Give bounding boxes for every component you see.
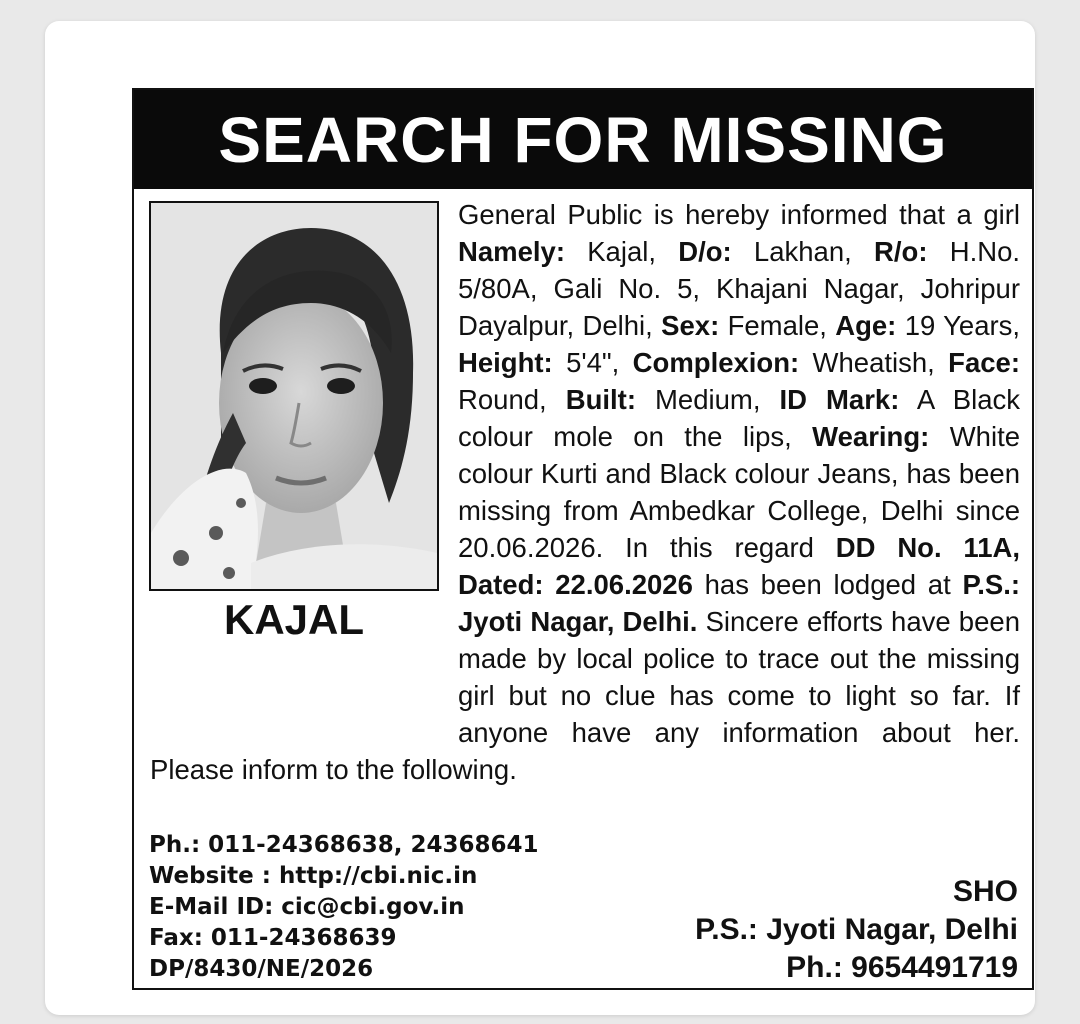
built-value: Medium, — [655, 384, 761, 415]
contact-phone: Ph.: 011-24368638, 24368641 — [149, 832, 539, 858]
age-label: Age: — [835, 310, 897, 341]
notice-card — [45, 21, 1035, 1015]
namely-label: Namely: — [458, 236, 565, 267]
sex-label: Sex: — [661, 310, 720, 341]
dd-label: DD No. 11A, Dated: 22.06.2026 — [458, 532, 1021, 600]
namely-value: Kajal, — [587, 236, 657, 267]
contact-website: Website : http://cbi.nic.in — [149, 863, 478, 889]
missing-person-notice — [132, 88, 1034, 990]
lodged-text: has been lodged at — [704, 569, 951, 600]
photo-spacer — [150, 196, 458, 716]
contact-email: E-Mail ID: cic@cbi.gov.in — [149, 894, 465, 920]
wearing-label: Wearing: — [812, 421, 930, 452]
contact-fax: Fax: 011-24368639 — [149, 925, 397, 951]
sho-phone: Ph.: 9654491719 — [786, 951, 1018, 984]
ps-label: P.S.: Jyoti Nagar, Delhi. — [458, 569, 1021, 637]
complexion-label: Complexion: — [632, 347, 800, 378]
ro-label: R/o: — [874, 236, 928, 267]
sho-title: SHO — [952, 875, 1018, 908]
wearing-value: White colour Kurti and Black colour Jeans, has been missing from Ambedkar College, Delhi since 20.06.2026. In this regard — [458, 421, 1021, 563]
contact-details — [149, 830, 629, 985]
idmark-label: ID Mark: — [779, 384, 900, 415]
sho-signature-block — [618, 873, 1018, 987]
age-value: 19 Years, — [904, 310, 1021, 341]
title-bar — [134, 90, 1032, 189]
face-value: Round, — [458, 384, 547, 415]
height-label: Height: — [458, 347, 553, 378]
notice-body — [150, 196, 1020, 788]
ro-value: H.No. 5/80A, Gali No. 5, Khajani Nagar, Johripur Dayalpur, Delhi, — [458, 236, 1020, 341]
height-value: 5'4", — [566, 347, 620, 378]
do-value: Lakhan, — [753, 236, 852, 267]
face-label: Face: — [948, 347, 1020, 378]
reference-number: DP/8430/NE/2026 — [149, 956, 374, 982]
sex-value: Female, — [727, 310, 827, 341]
built-label: Built: — [565, 384, 636, 415]
idmark-value: A Black colour mole on the lips, — [458, 384, 1021, 452]
do-label: D/o: — [678, 236, 732, 267]
photo-caption: KAJAL — [223, 596, 364, 643]
complexion-value: Wheatish, — [812, 347, 935, 378]
sho-station: P.S.: Jyoti Nagar, Delhi — [695, 913, 1018, 946]
body-intro: General Public is hereby informed that a girl — [458, 199, 1020, 230]
notice-title: SEARCH FOR MISSING — [218, 103, 948, 176]
closing-text: Sincere efforts have been made by local police to trace out the missing girl but no clue has come to light so far. If anyone have any information about her. Please inform to the following. — [150, 606, 1020, 785]
